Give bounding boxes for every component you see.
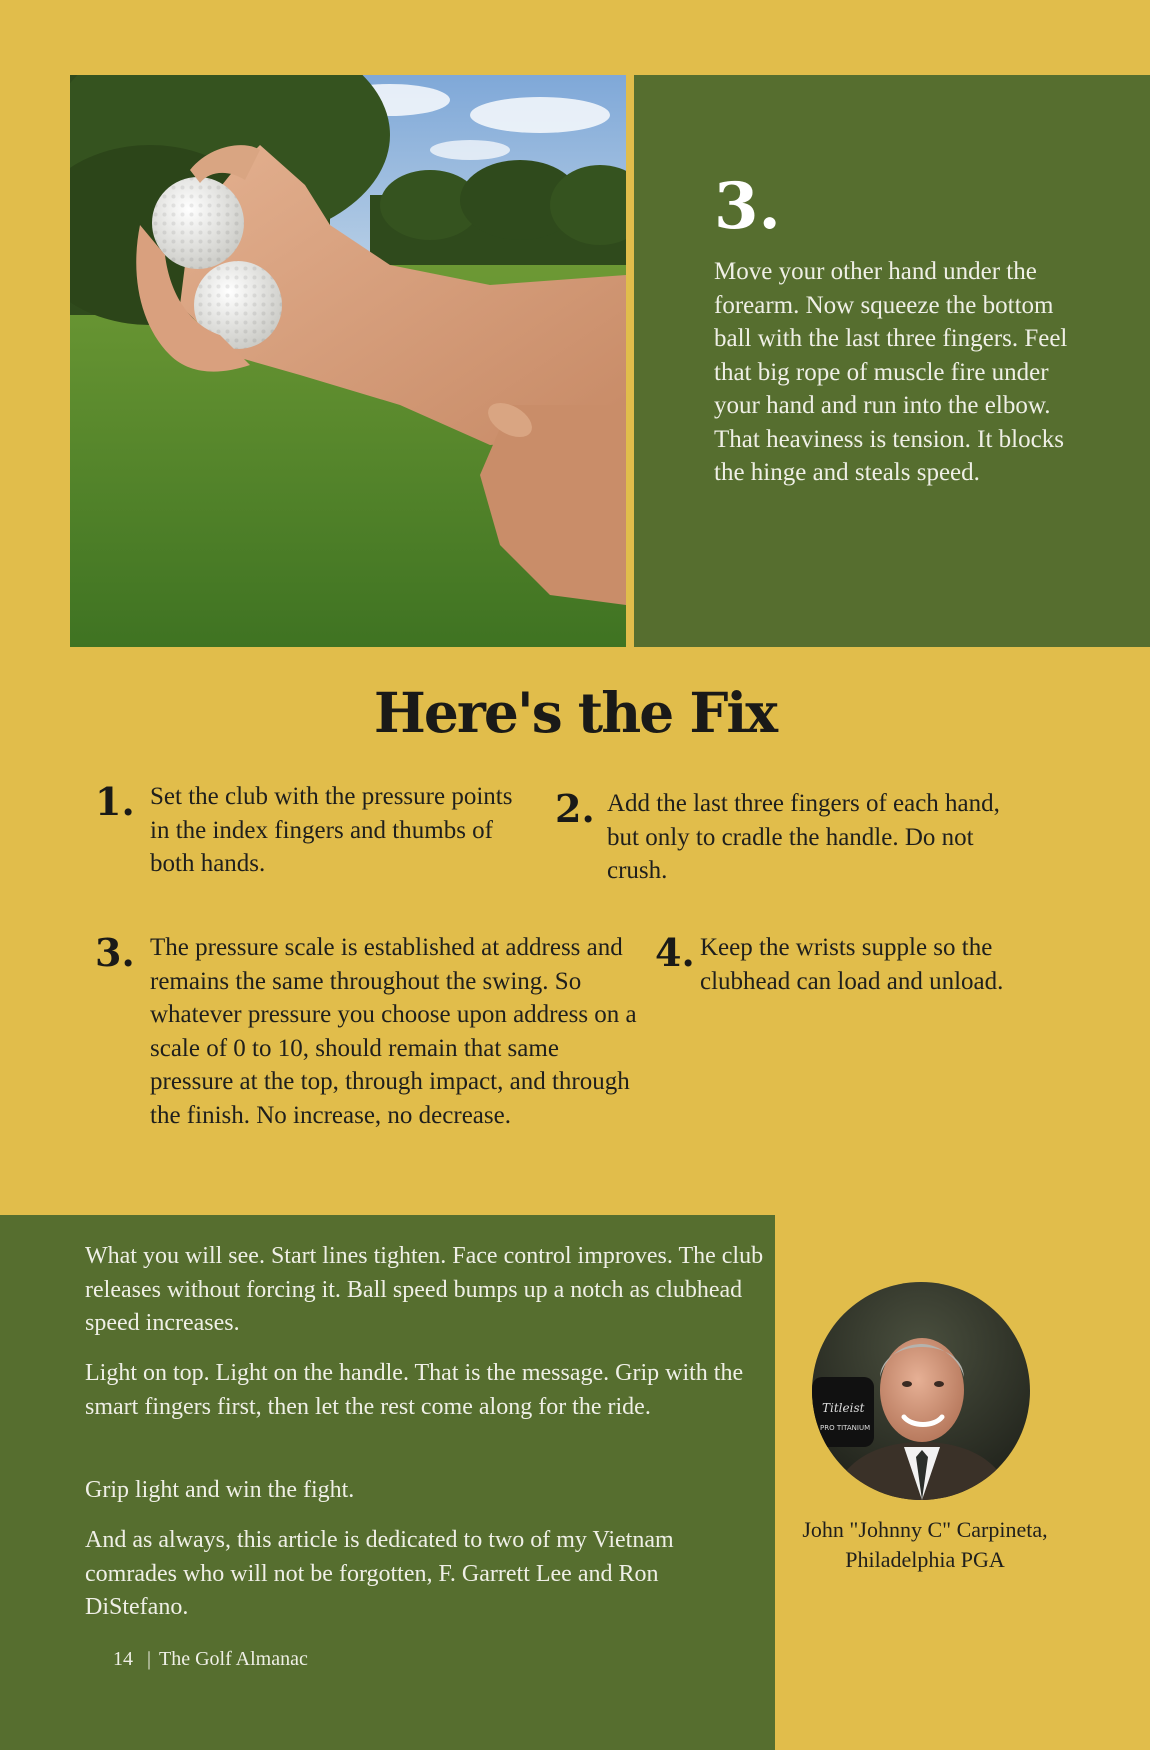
fix-step-number: 2. bbox=[555, 786, 595, 831]
author-caption bbox=[770, 1515, 1080, 1575]
hand-with-golf-balls-photo bbox=[70, 75, 626, 647]
intro-text: Move your other hand under the forearm. Now squeeze the bottom ball with the last three fingers. Feel that big rope of muscle fire under your hand and run into the elbow. That heaviness is tension. It blocks the hinge and steals speed. bbox=[714, 258, 1068, 486]
publication-name: The Golf Almanac bbox=[159, 1648, 308, 1670]
footer-separator: | bbox=[147, 1648, 152, 1670]
fix-title: Here's the Fix bbox=[373, 680, 777, 745]
hand-with-golf-balls-illustration bbox=[70, 75, 626, 647]
fix-step-number: 4. bbox=[655, 930, 695, 975]
fix-step-number: 3. bbox=[95, 930, 135, 975]
author-name: John "Johnny C" Carpineta, bbox=[802, 1517, 1048, 1542]
author-portrait-illustration bbox=[812, 1282, 1030, 1500]
closing-paragraph: And as always, this article is dedicated to two of my Vietnam comrades who will not be forgotten, F. Garrett Lee and Ron DiStefano. bbox=[85, 1527, 674, 1620]
intro-step-number: 3. bbox=[714, 169, 781, 244]
fix-step-text: Set the club with the pressure points in the index fingers and thumbs of both hands. bbox=[150, 783, 513, 877]
fix-step-number: 1. bbox=[95, 779, 135, 824]
svg-text:Titleist: Titleist bbox=[822, 1401, 865, 1415]
page-number: 14 bbox=[113, 1648, 133, 1670]
author-affiliation: Philadelphia PGA bbox=[845, 1547, 1005, 1572]
page-footer bbox=[113, 1648, 308, 1671]
svg-text:PRO TITANIUM: PRO TITANIUM bbox=[820, 1424, 871, 1432]
closing-paragraph: What you will see. Start lines tighten. Face control improves. The club releases without forcing it. Ball speed bumps up a notch as clubhead speed increases. bbox=[85, 1243, 764, 1336]
closing-paragraph: Light on top. Light on the handle. That is the message. Grip with the smart fingers first, then let the rest come along for the ride. bbox=[85, 1360, 744, 1420]
fix-step-text: The pressure scale is established at address and remains the same throughout the swing. So whatever pressure you choose upon address on a scale of 0 to 10, should remain that same pressure at the top, through impact, and through the finish. No increase, no decrease. bbox=[150, 934, 637, 1129]
fix-step-text: Keep the wrists supple so the clubhead can load and unload. bbox=[700, 934, 1004, 995]
intro-panel bbox=[634, 75, 1150, 647]
closing-paragraph: Grip light and win the fight. bbox=[85, 1477, 355, 1503]
author-portrait bbox=[812, 1282, 1030, 1500]
fix-step-text: Add the last three fingers of each hand, but only to cradle the handle. Do not crush. bbox=[607, 790, 1000, 884]
